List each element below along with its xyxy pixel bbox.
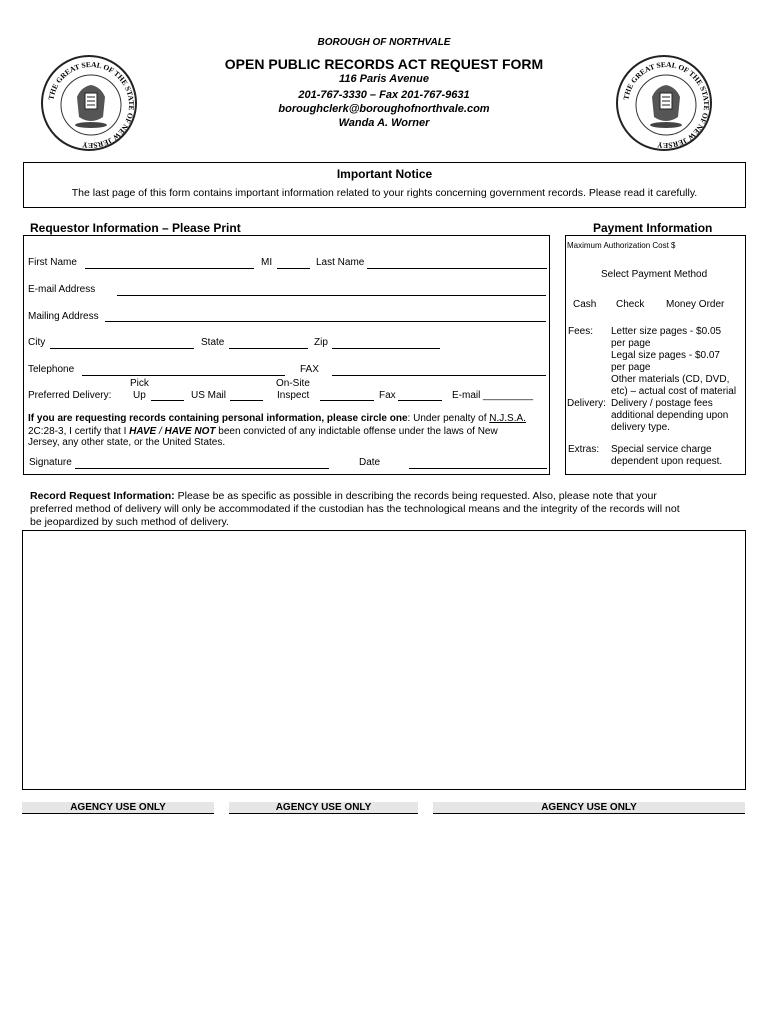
inspect-label: Inspect bbox=[277, 390, 310, 401]
notice-text: The last page of this form contains important information related to your rights concerning government records. Please read it carefully. bbox=[71, 187, 698, 199]
email-field[interactable] bbox=[117, 295, 546, 296]
fees-label: Fees: bbox=[568, 326, 594, 337]
record-request-line1 bbox=[30, 490, 657, 502]
email-delivery-field[interactable]: _________ bbox=[483, 390, 534, 401]
delivery-label: Delivery: bbox=[567, 398, 606, 409]
signature-label: Signature bbox=[29, 457, 72, 468]
form-title: OPEN PUBLIC RECORDS ACT REQUEST FORM bbox=[224, 56, 544, 72]
agency-use-2: AGENCY USE ONLY bbox=[229, 802, 418, 814]
select-payment-label: Select Payment Method bbox=[601, 269, 708, 280]
pickup-field[interactable] bbox=[151, 400, 184, 401]
mailing-field[interactable] bbox=[105, 321, 546, 322]
record-request-title: Record Request Information: bbox=[30, 490, 175, 502]
first-name-label: First Name bbox=[28, 257, 77, 268]
fee-other: Other materials (CD, DVD, bbox=[611, 374, 730, 385]
important-notice-box bbox=[23, 162, 746, 208]
usmail-label: US Mail bbox=[191, 390, 227, 401]
date-label: Date bbox=[359, 457, 381, 468]
state-label: State bbox=[201, 337, 225, 348]
city-field[interactable] bbox=[50, 348, 194, 349]
record-request-text1: Please be as specific as possible in describing the records being requested. Also, please note that your bbox=[174, 490, 657, 502]
email-delivery-label: E-mail bbox=[452, 390, 481, 401]
fee-legal: Legal size pages - $0.07 bbox=[611, 350, 720, 361]
payment-title: Payment Information bbox=[593, 221, 713, 235]
clerk-email: boroughclerk@boroughofnorthvale.com bbox=[278, 103, 490, 115]
personal-info-line2 bbox=[28, 426, 498, 437]
record-request-line3: be jeopardized by such method of delivery. bbox=[30, 516, 229, 528]
fee-legal-unit: per page bbox=[611, 362, 651, 373]
agency-use-1: AGENCY USE ONLY bbox=[22, 802, 214, 814]
record-request-textarea[interactable] bbox=[22, 530, 746, 790]
notice-title: Important Notice bbox=[336, 167, 433, 181]
have-option[interactable]: HAVE bbox=[129, 426, 157, 437]
money-order-option[interactable]: Money Order bbox=[666, 299, 725, 310]
inspect-field[interactable] bbox=[320, 400, 374, 401]
record-request-line2: preferred method of delivery will only be accommodated if the custodian has the technological means and the integrity of the records will not bbox=[30, 503, 680, 515]
delivery-line3: delivery type. bbox=[611, 422, 670, 433]
have-slash: / bbox=[156, 426, 165, 437]
fax-label: FAX bbox=[300, 364, 319, 375]
agency-use-3: AGENCY USE ONLY bbox=[433, 802, 745, 814]
personal-info-line3: Jersey, any other state, or the United States. bbox=[28, 437, 226, 448]
fee-letter: Letter size pages - $0.05 bbox=[611, 326, 722, 337]
personal-info-after: : Under penalty of bbox=[407, 413, 490, 424]
telephone-label: Telephone bbox=[28, 364, 75, 375]
borough-name: BOROUGH OF NORTHVALE bbox=[317, 37, 451, 48]
fax-field[interactable] bbox=[332, 375, 546, 376]
svg-text:THE GREAT SEAL OF THE STATE OF: THE GREAT SEAL OF THE STATE OF NEW JERSEY bbox=[46, 59, 137, 151]
fee-other-cost: etc) – actual cost of material bbox=[611, 386, 737, 397]
onsite-label: On-Site bbox=[276, 378, 310, 389]
usmail-field[interactable] bbox=[230, 400, 263, 401]
extras-line1: Special service charge bbox=[611, 444, 712, 455]
signature-field[interactable] bbox=[75, 468, 329, 469]
mi-field[interactable] bbox=[277, 268, 310, 269]
have-not-option[interactable]: HAVE NOT bbox=[164, 426, 216, 437]
fax-delivery-field[interactable] bbox=[398, 400, 442, 401]
fax-delivery-label: Fax bbox=[379, 390, 396, 401]
extras-line2: dependent upon request. bbox=[611, 456, 723, 467]
last-name-field[interactable] bbox=[367, 268, 547, 269]
address: 116 Paris Avenue bbox=[339, 73, 429, 85]
fee-letter-unit: per page bbox=[611, 338, 651, 349]
city-label: City bbox=[28, 337, 46, 348]
extras-label: Extras: bbox=[568, 444, 600, 455]
pick-label: Pick bbox=[130, 378, 149, 389]
date-field[interactable] bbox=[409, 468, 547, 469]
delivery-line1: Delivery / postage fees bbox=[611, 398, 713, 409]
personal-info-bold: If you are requesting records containing personal information, please circle one bbox=[28, 413, 408, 424]
convicted-text: been convicted of any indictable offense under the laws of New bbox=[215, 426, 498, 437]
clerk-name: Wanda A. Worner bbox=[338, 117, 430, 129]
state-field[interactable] bbox=[229, 348, 308, 349]
svg-text:THE GREAT SEAL OF THE STATE OF: THE GREAT SEAL OF THE STATE OF NEW JERSEY bbox=[621, 59, 712, 151]
zip-field[interactable] bbox=[332, 348, 440, 349]
preferred-delivery-label: Preferred Delivery: bbox=[28, 390, 112, 401]
certify-text: 2C:28-3, I certify that I bbox=[28, 426, 130, 437]
personal-info-line1 bbox=[28, 413, 526, 424]
zip-label: Zip bbox=[314, 337, 328, 348]
njsa-ref: N.J.S.A. bbox=[489, 413, 526, 424]
phone-fax: 201-767-3330 – Fax 201-767-9631 bbox=[298, 89, 470, 101]
telephone-field[interactable] bbox=[82, 375, 285, 376]
email-label: E-mail Address bbox=[28, 284, 96, 295]
delivery-line2: additional depending upon bbox=[611, 410, 729, 421]
cash-option[interactable]: Cash bbox=[573, 299, 597, 310]
requestor-title: Requestor Information – Please Print bbox=[30, 221, 241, 235]
first-name-field[interactable] bbox=[85, 268, 254, 269]
pickup-label: Up bbox=[133, 390, 146, 401]
max-auth-label: Maximum Authorization Cost $ bbox=[567, 241, 676, 250]
mailing-label: Mailing Address bbox=[28, 311, 99, 322]
mi-label: MI bbox=[261, 257, 273, 268]
last-name-label: Last Name bbox=[316, 257, 365, 268]
check-option[interactable]: Check bbox=[616, 299, 645, 310]
